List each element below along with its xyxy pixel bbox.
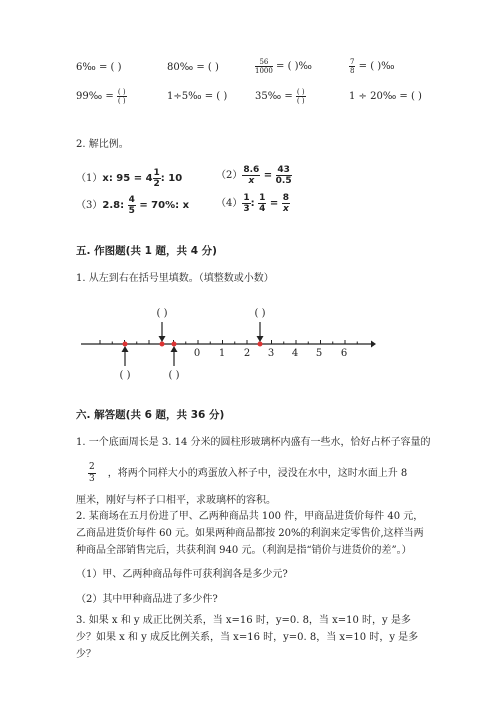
proportion-4: （4） $\frac{1}{3}$ : $\frac{1}{4}$ = $\frac{8}{x}$ bbox=[216, 193, 289, 214]
fraction: $\frac{1}{4}$ bbox=[259, 193, 266, 214]
fraction: $\frac{8}{x}$ bbox=[282, 193, 289, 214]
conversion-4: $\frac{7}{8}$ = ( )‰ bbox=[350, 58, 395, 75]
fraction: $\frac{1}{2}$ bbox=[153, 168, 160, 189]
conversion-8: 1 ÷ 20‰ = ( ) bbox=[349, 91, 422, 102]
fraction: $\frac{1}{3}$ bbox=[243, 193, 250, 214]
tick-label-2: 2 bbox=[243, 348, 251, 359]
conversion-7: 35‰ = $\frac{( )}{( )}$ bbox=[255, 88, 305, 105]
tick-label-4: 4 bbox=[291, 348, 299, 359]
section-6-question-1-line-3: 厘米，刚好与杯子口相平，求玻璃杯的容积。 bbox=[76, 495, 276, 506]
answer-bracket-bottom-1: ( ) bbox=[119, 370, 131, 381]
section-6-question-2-sub-2: （2）其中甲种商品进了多少件? bbox=[76, 594, 218, 605]
section-5-title: 五. 作图题(共 1 题，共 4 分) bbox=[76, 245, 217, 257]
arrowhead-icon bbox=[257, 336, 264, 342]
tick-label-5: 5 bbox=[315, 348, 323, 359]
tick-label-3: 3 bbox=[267, 348, 275, 359]
number-line bbox=[76, 302, 376, 384]
section-6-question-2: 2. 某商场在五月份进了甲、乙两种商品共 100 件，甲商品进货价每件 40 元，乙商品进货价每件 60 元。如果两种商品都按 20%的利润来定零售价,这样当两种商品全部销售完后，共获利润 940 元。（利润是指“销价与进货价的差”。） bbox=[76, 511, 424, 556]
tick-label-1: 1 bbox=[218, 348, 226, 359]
fraction: $\frac{4}{5}$ bbox=[128, 195, 135, 216]
section-5-question-1: 1. 从左到右在括号里填数。（填整数或小数） bbox=[76, 273, 274, 284]
proportion-3: （3）2.8: $\frac{4}{5}$ = 70%: x bbox=[76, 195, 190, 216]
proportion-1: （1）x: 95 = 4 $\frac{1}{2}$ : 10 bbox=[76, 168, 183, 189]
point-marker bbox=[258, 342, 263, 347]
answer-bracket-top-2: ( ) bbox=[254, 308, 266, 319]
proportion-2: （2） $\frac{8.6}{x}$ = $\frac{43}{0.5}$ bbox=[216, 165, 292, 186]
fraction: $\frac{7}{8}$ bbox=[350, 58, 355, 75]
tick-label-0: 0 bbox=[193, 348, 201, 359]
answer-bracket-bottom-2: ( ) bbox=[168, 370, 180, 381]
fraction: $\frac{8.6}{x}$ bbox=[243, 165, 260, 186]
conversion-6: 1÷5‰ = ( ) bbox=[167, 91, 228, 102]
section-6-question-1-line-1: 1. 一个底面周长是 3. 14 分米的圆柱形玻璃杯内盛有一些水，恰好占杯子容量的 bbox=[76, 437, 431, 448]
answer-bracket-top-1: ( ) bbox=[156, 308, 168, 319]
question-2-title: 2. 解比例。 bbox=[76, 139, 129, 150]
conversion-1: 6‰ = ( ) bbox=[76, 62, 122, 73]
conversion-3: $\frac{56}{1000}$ = ( )‰ bbox=[255, 58, 312, 75]
fraction: $\frac{2}{3}$ bbox=[89, 462, 95, 484]
conversion-2: 80‰ = ( ) bbox=[167, 62, 219, 73]
fraction: $\frac{( )}{( )}$ bbox=[117, 88, 126, 105]
conversion-5: 99‰ = $\frac{( )}{( )}$ bbox=[76, 88, 126, 105]
section-6-title: 六. 解答题(共 6 题，共 36 分) bbox=[76, 409, 225, 421]
section-6-question-3: 3. 如果 x 和 y 成正比例关系，当 x=16 时，y=0. 8，当 x=10 时，y 是多少？如果 x 和 y 成反比例关系，当 x=16 时，y=0. 8，当 x=10 时，y 是多少？ bbox=[76, 615, 419, 660]
arrowhead-icon bbox=[371, 341, 376, 348]
arrowhead-icon bbox=[122, 346, 129, 352]
point-marker bbox=[172, 342, 177, 347]
arrowhead-icon bbox=[171, 346, 178, 352]
point-marker bbox=[160, 342, 165, 347]
section-6-question-1-line-2: $\frac{2}{3}$ ，将两个同样大小的鸡蛋放入杯子中，浸没在水中，这时水面上升 8 bbox=[89, 462, 408, 484]
section-6-question-2-sub-1: （1）甲、乙两种商品每件可获利润各是多少元? bbox=[76, 569, 288, 580]
arrowhead-icon bbox=[159, 336, 166, 342]
fraction: $\frac{56}{1000}$ bbox=[255, 58, 273, 75]
tick-label-6: 6 bbox=[340, 348, 348, 359]
point-marker bbox=[123, 342, 128, 347]
fraction: $\frac{43}{0.5}$ bbox=[275, 165, 292, 186]
fraction: $\frac{( )}{( )}$ bbox=[296, 88, 305, 105]
